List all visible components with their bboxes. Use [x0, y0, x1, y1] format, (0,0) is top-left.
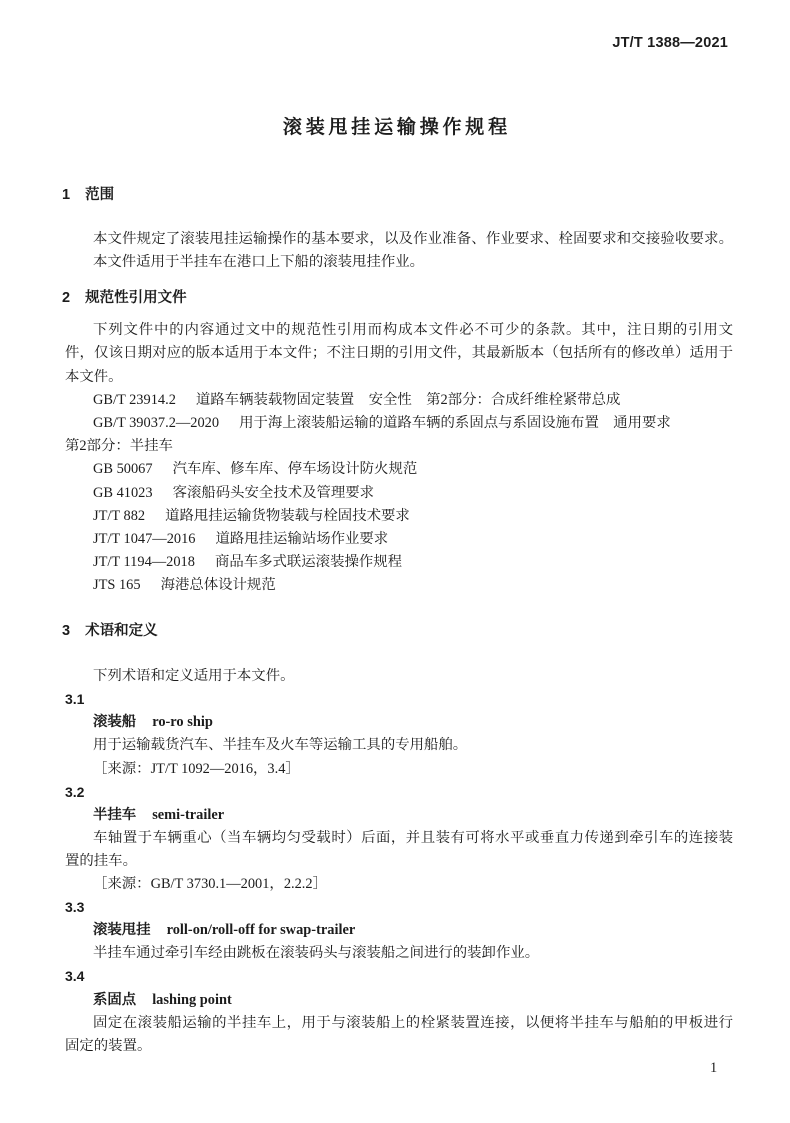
reference-item — [65, 389, 733, 412]
reference-title-continued: 第2部分：半挂车 — [65, 438, 173, 455]
section-heading — [62, 287, 733, 310]
reference-title: 道路甩挂运输站场作业要求 — [215, 531, 389, 548]
term-heading — [65, 989, 733, 1012]
document-title: 滚装甩挂运输操作规程 — [282, 117, 511, 138]
term-chinese: 滚装甩挂 — [93, 922, 151, 939]
term-chinese: 半挂车 — [93, 806, 137, 823]
section-scope — [62, 184, 733, 275]
reference-item — [65, 574, 733, 597]
document-code: JT/T 1388—2021 — [612, 35, 728, 51]
section-terms-and-definitions — [62, 620, 733, 1058]
section-title: 范围 — [85, 187, 115, 203]
term-heading — [65, 804, 733, 827]
term-source: ［来源：JT/T 1092—2016，3.4］ — [93, 760, 300, 777]
term-definition: 固定在滚装船运输的半挂车上，用于与滚装船上的栓紧装置连接，以便将半挂车与船舶的甲板进行 — [93, 1014, 733, 1031]
term-heading — [65, 711, 733, 734]
reference-title: 海港总体设计规范 — [160, 577, 276, 594]
reference-title: 客滚船码头安全技术及管理要求 — [172, 484, 375, 501]
reference-title: 道路甩挂运输货物装载与栓固技术要求 — [165, 507, 410, 524]
term-entry — [65, 688, 733, 780]
section-number: 1 — [62, 187, 71, 203]
reference-title: 汽车库、修车库、停车场设计防火规范 — [172, 461, 418, 478]
term-definition: 用于运输载货汽车、半挂车及火车等运输工具的专用船舶。 — [93, 737, 468, 754]
reference-title: 道路车辆装载物固定装置 安全性 第2部分：合成纤维栓紧带总成 — [195, 391, 621, 408]
reference-code: JT/T 1047—2016 — [93, 531, 196, 548]
term-definition: 半挂车通过牵引车经由跳板在滚装码头与滚装船之间进行的装卸作业。 — [93, 945, 540, 962]
reference-item — [65, 482, 733, 505]
term-heading — [65, 919, 733, 942]
term-english: roll-on/roll-off for swap-trailer — [166, 922, 356, 939]
reference-item — [65, 551, 733, 574]
reference-item — [65, 505, 733, 528]
section-intro: 下列术语和定义适用于本文件。 — [93, 668, 295, 685]
section-heading — [62, 620, 733, 643]
term-number: 3.4 — [65, 968, 85, 985]
term-source: ［来源：GB/T 3730.1—2001，2.2.2］ — [93, 876, 327, 893]
term-entry — [65, 781, 733, 896]
page-number: 1 — [710, 1060, 718, 1076]
section-title: 规范性引用文件 — [85, 290, 187, 306]
reference-code: GB/T 39037.2—2020 — [93, 415, 220, 432]
term-definition-continued: 置的挂车。 — [65, 852, 137, 869]
reference-code: GB 41023 — [93, 484, 153, 501]
term-definition-continued: 固定的装置。 — [65, 1037, 152, 1054]
term-chinese: 滚装船 — [93, 714, 137, 731]
reference-code: GB/T 23914.2 — [93, 391, 176, 408]
term-chinese: 系固点 — [93, 991, 137, 1008]
term-entry — [65, 965, 733, 1057]
section-number: 3 — [62, 623, 71, 639]
reference-code: JT/T 882 — [93, 507, 146, 524]
reference-item — [65, 458, 733, 481]
term-number: 3.1 — [65, 691, 85, 708]
section-normative-references — [62, 287, 733, 598]
term-english: semi-trailer — [152, 806, 225, 823]
reference-item — [65, 412, 733, 435]
reference-item — [65, 528, 733, 551]
reference-code: JTS 165 — [93, 577, 141, 594]
term-definition: 车轴置于车辆重心（当车辆均匀受载时）后面，并且装有可将水平或垂直力传递到牵引车的连接装 — [93, 829, 733, 846]
term-entry — [65, 896, 733, 965]
intro-line: 本文件。 — [65, 368, 123, 385]
intro-line: 件，仅该日期对应的版本适用于本文件；不注日期的引用文件，其最新版本（包括所有的修改单）适用于 — [65, 345, 733, 362]
reference-code: GB 50067 — [93, 461, 153, 478]
section-title: 术语和定义 — [85, 623, 158, 639]
section-heading — [62, 184, 733, 207]
paragraph: 本文件适用于半挂车在港口上下船的滚装甩挂作业。 — [93, 254, 424, 271]
paragraph: 本文件规定了滚装甩挂运输操作的基本要求，以及作业准备、作业要求、栓固要求和交接验收要求。 — [93, 231, 733, 248]
reference-title: 商品车多式联运滚装操作规程 — [214, 554, 403, 571]
term-number: 3.3 — [65, 899, 85, 916]
intro-line: 下列文件中的内容通过文中的规范性引用而构成本文件必不可少的条款。其中，注日期的引用文 — [93, 322, 733, 339]
term-number: 3.2 — [65, 783, 85, 800]
reference-title: 用于海上滚装船运输的道路车辆的系固点与系固设施布置 通用要求 — [239, 415, 671, 432]
term-english: lashing point — [152, 991, 232, 1008]
term-english: ro-ro ship — [152, 714, 213, 731]
section-number: 2 — [62, 290, 71, 306]
reference-code: JT/T 1194—2018 — [93, 554, 195, 571]
